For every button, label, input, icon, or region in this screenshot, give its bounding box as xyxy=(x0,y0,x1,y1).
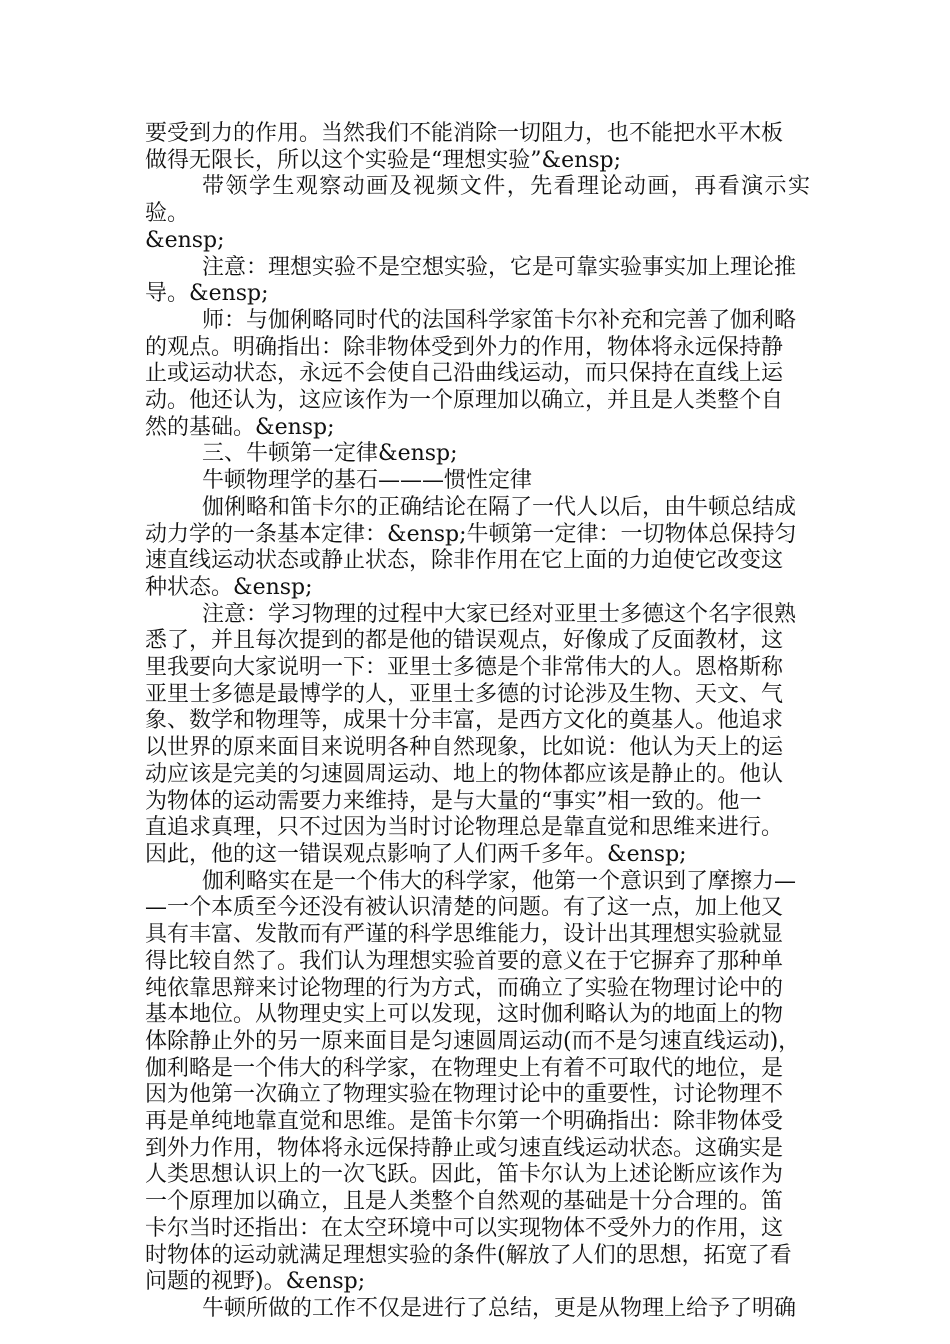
paragraph-note-aristotle: 注意：学习物理的过程中大家已经对亚里士多德这个名字很熟 悉了，并且每次提到的都是他的错误观点，好像成了反面教材，这 里我要向大家说明一下：亚里士多德是个非常伟大的人。恩格斯称 亚里士多德是最博学的人，亚里士多德的讨论涉及生物、天文、气 象、数学和物理等，成果十分丰富，是西方文化的奠基人。他追求 以世界的原来面目来说明各种自然现象，比如说：他认为天上的运 动应该是完美的匀速圆周运动、地上的物体都应该是静止的。他认 为物体的运动需要力来维持，是与大量的“事实”相一致的。他一 直追求真理，只不过因为当时讨论物理总是靠直觉和思维来进行。 因此，他的这一错误观点影响了人们两千多年。&ensp; xyxy=(145,601,797,867)
document-body xyxy=(145,121,810,1323)
paragraph-galileo: 伽利略实在是一个伟大的科学家，他第一个意识到了摩擦力— —一个本质至今还没有被认识清楚的问题。有了这一点，加上他又 具有丰富、发散而有严谨的科学思维能力，设计出其理想实验就显 得比较自然了。我们认为理想实验首要的意义在于它摒弃了那种单 纯依靠思辩来讨论物理的行为方式，而确立了实验在物理讨论中的 基本地位。从物理史实上可以发现，这时伽利略认为的地面上的物 体除静止外的另一原来面目是匀速圆周运动(而不是匀速直线运动)， 伽利略是一个伟大的科学家，在物理史上有着不可取代的地位，是 因为他第一次确立了物理实验在物理讨论中的重要性，讨论物理不 再是单纯地靠直觉和思维。是笛卡尔第一个明确指出：除非物体受 到外力作用，物体将永远保持静止或匀速直线运动状态。这确实是 人类思想认识上的一次飞跃。因此，笛卡尔认为上述论断应该作为 一个原理加以确立，且是人类整个自然观的基础是十分合理的。笛 卡尔当时还指出：在太空环境中可以实现物体不受外力的作用，这 时物体的运动就满足理想实验的条件(解放了人们的思想，拓宽了看 问题的视野)。&ensp; xyxy=(145,868,801,1295)
section-heading-newton-first-law: 三、牛顿第一定律&ensp; xyxy=(202,441,458,467)
paragraph-newton-work: 牛顿所做的工作不仅是进行了总结，更是从物理上给予了明确 xyxy=(202,1295,797,1321)
paragraph-descartes: 师：与伽俐略同时代的法国科学家笛卡尔补充和完善了伽利略 的观点。明确指出：除非物体受到外力的作用，物体将永远保持静 止或运动状态，永远不会使自己沿曲线运动，而只保持在直线上运 动。他还认为，这应该作为一个原理加以确立，并且是人类整个自 然的基础。&ensp; xyxy=(145,307,797,440)
subheading-inertia-law: 牛顿物理学的基石———惯性定律 xyxy=(202,468,533,494)
paragraph-animation-video: 带领学生观察动画及视频文件，先看理论动画，再看演示实验。 &ensp; xyxy=(145,174,810,253)
paragraph-newton-first-law: 伽俐略和笛卡尔的正确结论在隔了一代人以后，由牛顿总结成 动力学的一条基本定律：&ensp;牛顿第一定律：一切物体总保持匀 速直线运动状态或静止状态，除非作用在它上面的力迫使它改变这 种状态。&ensp; xyxy=(145,494,797,600)
paragraph-ideal-experiment-end: 要受到力的作用。当然我们不能消除一切阻力，也不能把水平木板 做得无限长，所以这个实验是“理想实验”&ensp; xyxy=(145,121,784,173)
paragraph-note-ideal-experiment: 注意：理想实验不是空想实验，它是可靠实验事实加上理论推 导。&ensp; xyxy=(145,254,797,307)
